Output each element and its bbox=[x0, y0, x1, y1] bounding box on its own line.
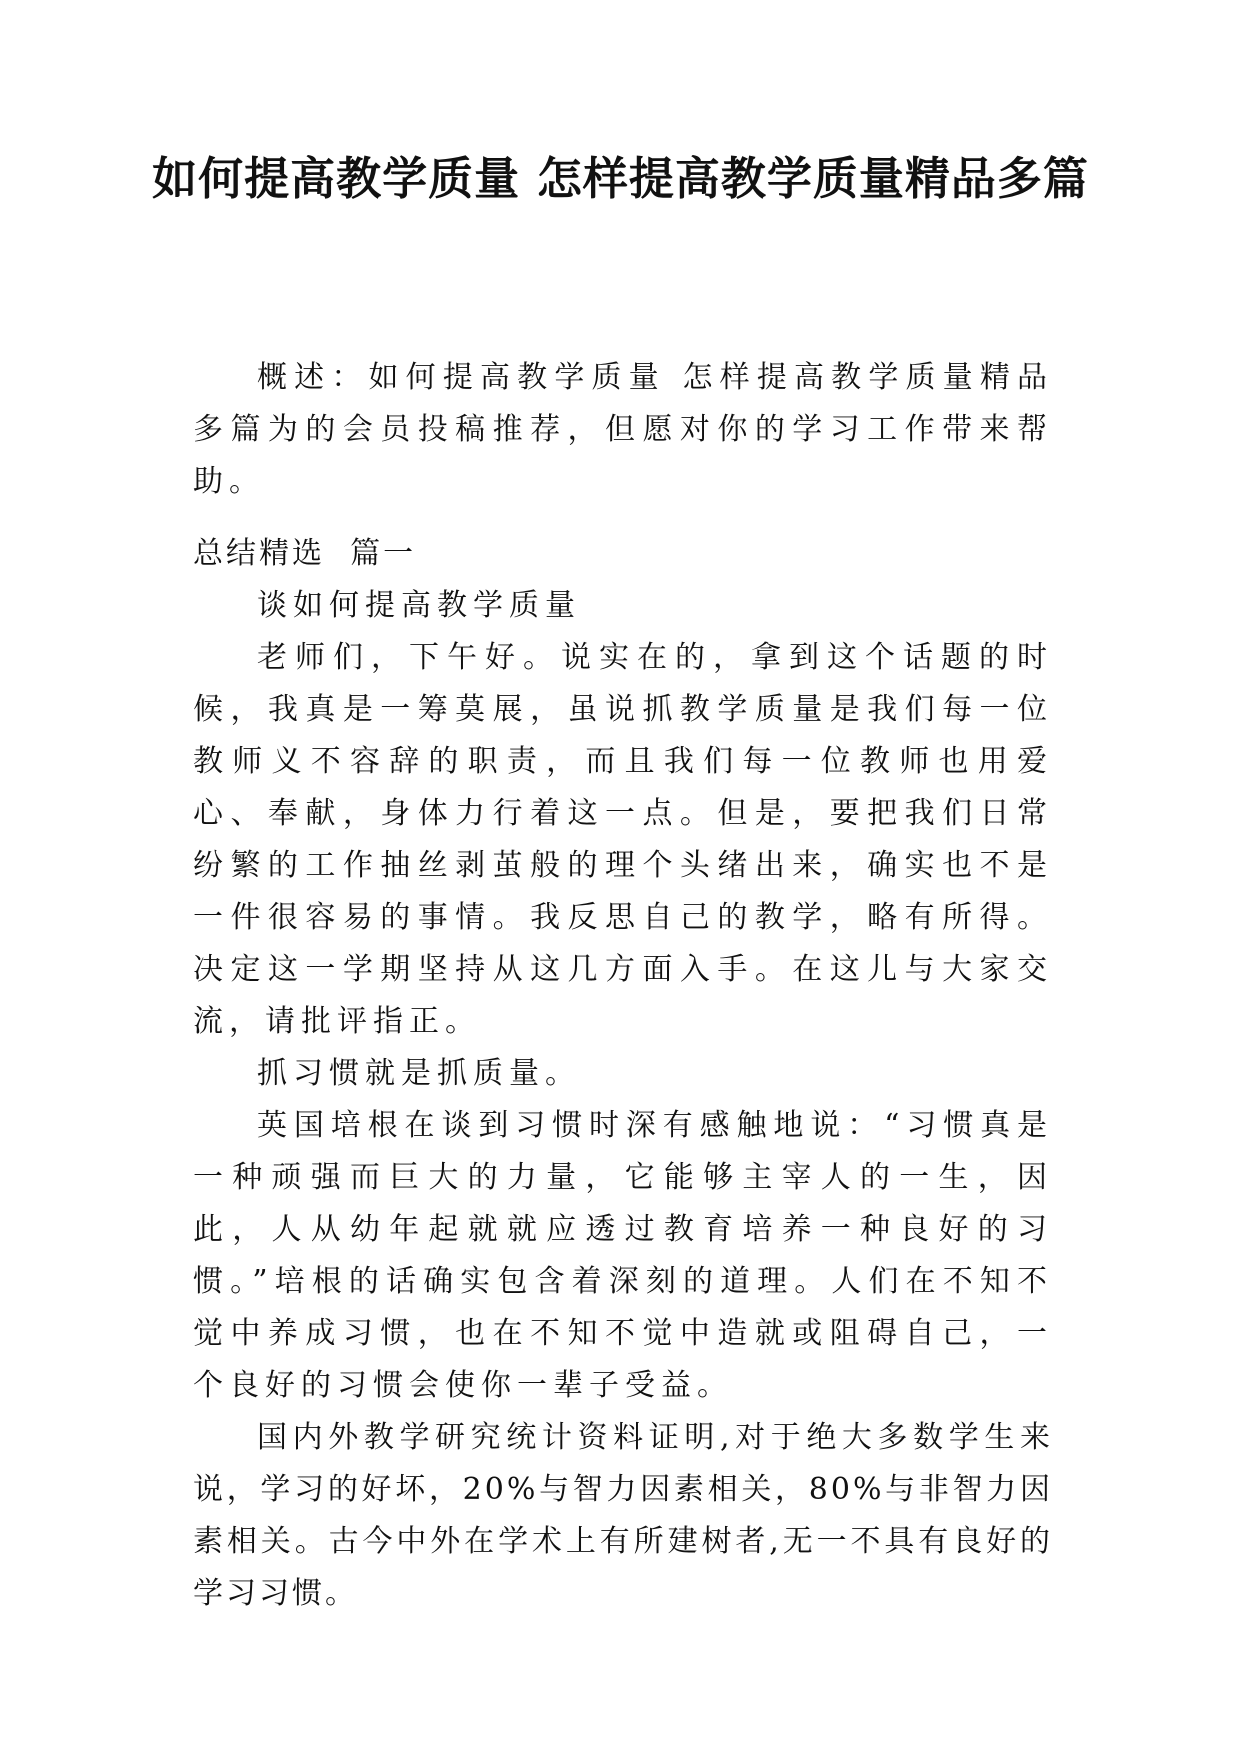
article-paragraph: 抓习惯就是抓质量。 bbox=[257, 1056, 581, 1091]
article-paragraph: 老师们，下午好。说实在的，拿到这个话题的时候，我真是一筹莫展，虽说抓教学质量是我们每一位教师义不容辞的职责，而且我们每一位教师也用爱心、奉献，身体力行着这一点。但是，要把我们日常纷繁的工作抽丝剥茧般的理个头绪出来，确实也不是一件很容易的事情。我反思自己的教学，略有所得。决定这一学期坚持从这几方面入手。在这儿与大家交流，请批评指正。 bbox=[193, 640, 1053, 1039]
section-heading: 总结精选 篇一 bbox=[193, 536, 417, 571]
document-title: 如何提高教学质量 怎样提高教学质量精品多篇 bbox=[152, 152, 1089, 205]
article-paragraph: 国内外教学研究统计资料证明,对于绝大多数学生来说，学习的好坏，20%与智力因素相关，80%与非智力因素相关。古今中外在学术上有所建树者,无一不具有良好的学习习惯。 bbox=[193, 1420, 1053, 1611]
article-body bbox=[193, 580, 1053, 1620]
summary-paragraph: 概述：如何提高教学质量 怎样提高教学质量精品多篇为的会员投稿推荐，但愿对你的学习工作带来帮助。 bbox=[193, 360, 1053, 499]
article-paragraph: 英国培根在谈到习惯时深有感触地说：“习惯真是一种顽强而巨大的力量，它能够主宰人的一生，因此，人从幼年起就就应透过教育培养一种良好的习惯。”培根的话确实包含着深刻的道理。人们在不知不觉中养成习惯，也在不知不觉中造就或阻碍自己，一个良好的习惯会使你一辈子受益。 bbox=[193, 1108, 1053, 1403]
article-subtitle: 谈如何提高教学质量 bbox=[257, 588, 581, 623]
